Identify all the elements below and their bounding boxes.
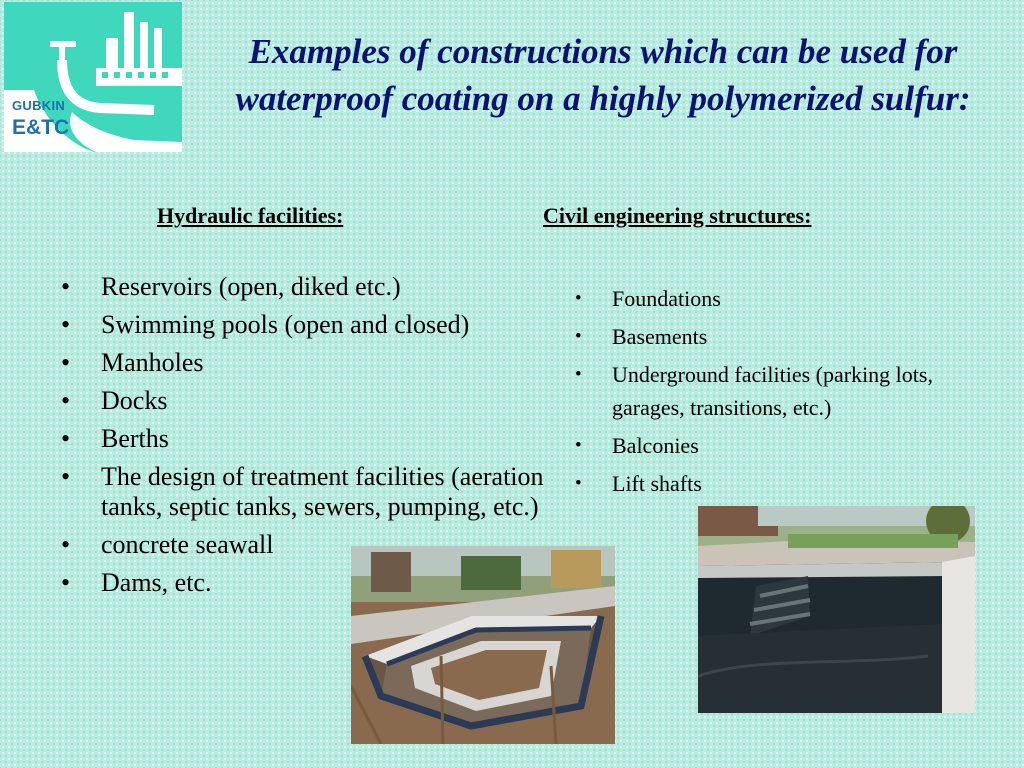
hydraulic-heading: Hydraulic facilities: xyxy=(157,203,344,228)
list-item: • Foundations xyxy=(612,282,972,315)
list-item: • Lift shafts xyxy=(612,467,972,500)
civil-list xyxy=(612,282,972,505)
list-item: • Swimming pools (open and closed) xyxy=(101,310,551,340)
list-item: • concrete seawall xyxy=(101,530,551,560)
list-item: • Docks xyxy=(101,386,551,416)
list-item: • Dams, etc. xyxy=(101,568,551,598)
civil-heading: Civil engineering structures: xyxy=(543,203,812,228)
logo-line1: GUBKIN xyxy=(12,98,66,113)
company-logo xyxy=(4,2,182,152)
foundation-photo xyxy=(351,546,615,744)
list-item: • The design of treatment facilities (aeration tanks, septic tanks, sewers, pumping, etc.) xyxy=(101,462,551,522)
list-item: • Berths xyxy=(101,424,551,454)
list-item: • Balconies xyxy=(612,429,972,462)
list-item: • Reservoirs (open, diked etc.) xyxy=(101,272,551,302)
pool-photo xyxy=(698,506,975,713)
list-item: • Manholes xyxy=(101,348,551,378)
list-item: • Basements xyxy=(612,320,972,353)
slide-title: Examples of constructions which can be used for waterproof coating on a highly polymerized sulfur: xyxy=(235,32,971,118)
list-item: • Underground facilities (parking lots, garages, transitions, etc.) xyxy=(612,358,972,424)
logo-line2: E&TC xyxy=(12,116,70,139)
